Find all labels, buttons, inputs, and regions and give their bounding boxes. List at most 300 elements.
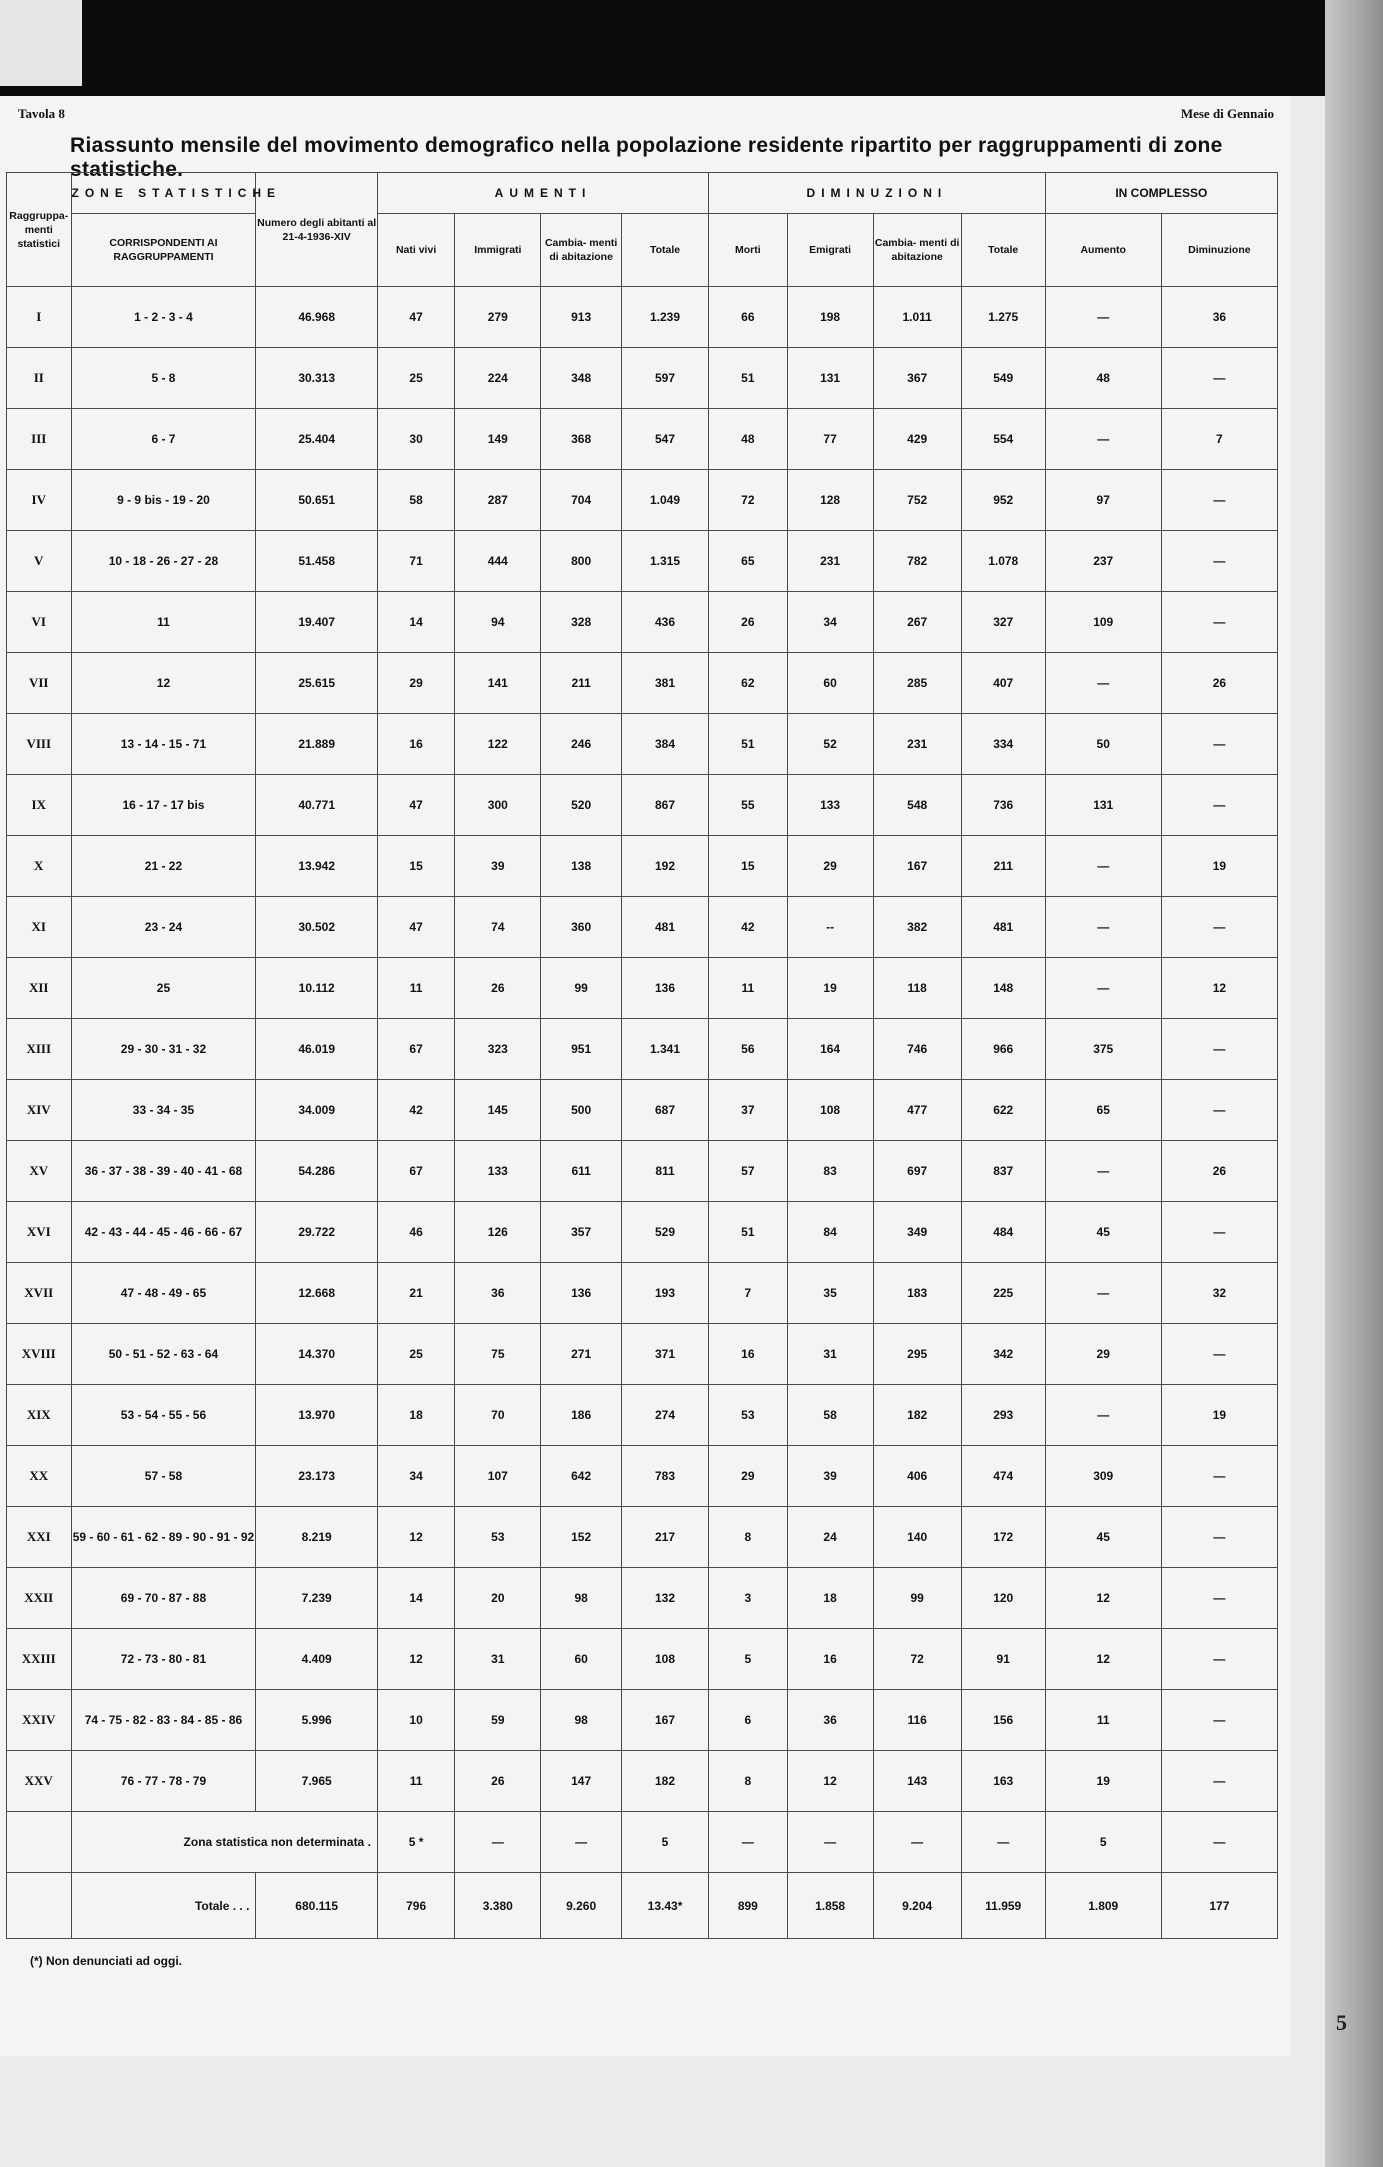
cell-emigrati: 84 — [787, 1202, 873, 1263]
cell-aumento: — — [1045, 1141, 1161, 1202]
cell-morti: 51 — [709, 714, 787, 775]
cell-totale-aumenti: 13.43* — [621, 1873, 708, 1939]
cell-gruppo: XIII — [7, 1019, 72, 1080]
cell-aumento: 11 — [1045, 1690, 1161, 1751]
cell-numero-abitanti: 8.219 — [256, 1507, 377, 1568]
table-row — [7, 836, 1278, 897]
cell-zone: 25 — [71, 958, 256, 1019]
cell-aumento: 375 — [1045, 1019, 1161, 1080]
cell-diminuzione: — — [1161, 1568, 1277, 1629]
cell-gruppo: X — [7, 836, 72, 897]
cell-totale-aumenti: 217 — [621, 1507, 708, 1568]
cell-totale-diminuzioni: 163 — [961, 1751, 1045, 1812]
cell-totale-diminuzioni: 211 — [961, 836, 1045, 897]
cell-totale-diminuzioni: 225 — [961, 1263, 1045, 1324]
cell-immigrati: 323 — [455, 1019, 541, 1080]
cell-diminuzione: — — [1161, 714, 1277, 775]
table-row — [7, 1202, 1278, 1263]
cell-diminuzione: — — [1161, 592, 1277, 653]
cell-gruppo: XXIII — [7, 1629, 72, 1690]
cell-totale-aumenti: 1.315 — [621, 531, 708, 592]
table-row — [7, 409, 1278, 470]
cell-emigrati: 29 — [787, 836, 873, 897]
table-row — [7, 1141, 1278, 1202]
cell-numero-abitanti: 13.942 — [256, 836, 377, 897]
cell-cambiamenti-aumenti: 271 — [541, 1324, 622, 1385]
cell-immigrati: 133 — [455, 1141, 541, 1202]
cell-immigrati: — — [455, 1812, 541, 1873]
cell-numero-abitanti: 4.409 — [256, 1629, 377, 1690]
table-row — [7, 653, 1278, 714]
cell-diminuzione: 26 — [1161, 653, 1277, 714]
cell-nati-vivi: 25 — [377, 1324, 454, 1385]
table-row — [7, 287, 1278, 348]
table-row — [7, 1446, 1278, 1507]
cell-nati-vivi: 46 — [377, 1202, 454, 1263]
header-aumenti: AUMENTI — [377, 173, 708, 214]
cell-diminuzione: — — [1161, 1324, 1277, 1385]
cell-zone: 6 - 7 — [71, 409, 256, 470]
table-row — [7, 1568, 1278, 1629]
cell-emigrati: 128 — [787, 470, 873, 531]
cell-numero-abitanti: 50.651 — [256, 470, 377, 531]
cell-cambiamenti-aumenti: 913 — [541, 287, 622, 348]
cell-totale-diminuzioni: 474 — [961, 1446, 1045, 1507]
cell-totale-aumenti: 381 — [621, 653, 708, 714]
cell-morti: 62 — [709, 653, 787, 714]
cell-numero-abitanti: 7.965 — [256, 1751, 377, 1812]
cell-gruppo: XXV — [7, 1751, 72, 1812]
cell-zone: 69 - 70 - 87 - 88 — [71, 1568, 256, 1629]
table-row — [7, 714, 1278, 775]
cell-zone: 50 - 51 - 52 - 63 - 64 — [71, 1324, 256, 1385]
cell-immigrati: 53 — [455, 1507, 541, 1568]
cell-totale-diminuzioni: 172 — [961, 1507, 1045, 1568]
cell-numero-abitanti: 51.458 — [256, 531, 377, 592]
cell-aumento: — — [1045, 958, 1161, 1019]
cell-aumento: — — [1045, 1385, 1161, 1446]
cell-cambiamenti-diminuzioni: 183 — [873, 1263, 961, 1324]
cell-aumento: 48 — [1045, 348, 1161, 409]
table-row — [7, 1263, 1278, 1324]
cell-totale-aumenti: 384 — [621, 714, 708, 775]
cell-cambiamenti-aumenti: 704 — [541, 470, 622, 531]
cell-emigrati: -- — [787, 897, 873, 958]
cell-gruppo: I — [7, 287, 72, 348]
cell-cambiamenti-diminuzioni: 382 — [873, 897, 961, 958]
cell-diminuzione: — — [1161, 1507, 1277, 1568]
cell-zone: 42 - 43 - 44 - 45 - 46 - 66 - 67 — [71, 1202, 256, 1263]
cell-cambiamenti-diminuzioni: 752 — [873, 470, 961, 531]
header-morti: Morti — [709, 214, 787, 287]
cell-numero-abitanti: 25.615 — [256, 653, 377, 714]
cell-cambiamenti-diminuzioni: 9.204 — [873, 1873, 961, 1939]
cell-totale-diminuzioni: 407 — [961, 653, 1045, 714]
cell-zone: 59 - 60 - 61 - 62 - 89 - 90 - 91 - 92 — [71, 1507, 256, 1568]
cell-morti: 8 — [709, 1507, 787, 1568]
cell-totale-diminuzioni: 549 — [961, 348, 1045, 409]
cell-diminuzione: — — [1161, 1080, 1277, 1141]
cell-gruppo: IX — [7, 775, 72, 836]
cell-gruppo: XXII — [7, 1568, 72, 1629]
cell-nati-vivi: 42 — [377, 1080, 454, 1141]
cell-zone: 5 - 8 — [71, 348, 256, 409]
cell-zone: 23 - 24 — [71, 897, 256, 958]
footnote: (*) Non denunciati ad oggi. — [30, 1954, 182, 1968]
cell-zone: 10 - 18 - 26 - 27 - 28 — [71, 531, 256, 592]
table-row — [7, 958, 1278, 1019]
cell-diminuzione: 19 — [1161, 836, 1277, 897]
cell-totale-aumenti: 436 — [621, 592, 708, 653]
cell-cambiamenti-aumenti: 951 — [541, 1019, 622, 1080]
cell-immigrati: 39 — [455, 836, 541, 897]
cell-emigrati: 133 — [787, 775, 873, 836]
cell-nati-vivi: 29 — [377, 653, 454, 714]
cell-immigrati: 70 — [455, 1385, 541, 1446]
header-emigrati: Emigrati — [787, 214, 873, 287]
cell-aumento: 50 — [1045, 714, 1161, 775]
cell-diminuzione: — — [1161, 1446, 1277, 1507]
cell-numero-abitanti: 21.889 — [256, 714, 377, 775]
cell-cambiamenti-aumenti: 360 — [541, 897, 622, 958]
cell-immigrati: 20 — [455, 1568, 541, 1629]
cell-morti: 65 — [709, 531, 787, 592]
cell-emigrati: 52 — [787, 714, 873, 775]
cell-nati-vivi: 14 — [377, 592, 454, 653]
cell-nati-vivi: 796 — [377, 1873, 454, 1939]
cell-cambiamenti-diminuzioni: 116 — [873, 1690, 961, 1751]
cell-totale-aumenti: 597 — [621, 348, 708, 409]
cell-cambiamenti-diminuzioni: 182 — [873, 1385, 961, 1446]
cell-immigrati: 141 — [455, 653, 541, 714]
cell-immigrati: 94 — [455, 592, 541, 653]
cell-cambiamenti-diminuzioni: 367 — [873, 348, 961, 409]
cell-zone: 11 — [71, 592, 256, 653]
cell-cambiamenti-diminuzioni: 548 — [873, 775, 961, 836]
cell-cambiamenti-diminuzioni: — — [873, 1812, 961, 1873]
cell-diminuzione: 19 — [1161, 1385, 1277, 1446]
cell-totale-diminuzioni: 837 — [961, 1141, 1045, 1202]
cell-nati-vivi: 34 — [377, 1446, 454, 1507]
table-row — [7, 1507, 1278, 1568]
cell-cambiamenti-aumenti: 368 — [541, 409, 622, 470]
scan-border-right — [1325, 0, 1383, 2167]
cell-diminuzione: 36 — [1161, 287, 1277, 348]
header-totale-aumenti: Totale — [621, 214, 708, 287]
cell-cambiamenti-aumenti: 9.260 — [541, 1873, 622, 1939]
cell-diminuzione: 32 — [1161, 1263, 1277, 1324]
cell-gruppo: XXI — [7, 1507, 72, 1568]
cell-aumento: 5 — [1045, 1812, 1161, 1873]
cell-gruppo — [7, 1873, 72, 1939]
cell-emigrati: 24 — [787, 1507, 873, 1568]
cell-totale-diminuzioni: 120 — [961, 1568, 1045, 1629]
cell-nati-vivi: 71 — [377, 531, 454, 592]
cell-nati-vivi: 11 — [377, 1751, 454, 1812]
cell-totale-aumenti: 193 — [621, 1263, 708, 1324]
cell-diminuzione: — — [1161, 1812, 1277, 1873]
cell-emigrati: 108 — [787, 1080, 873, 1141]
cell-nati-vivi: 30 — [377, 409, 454, 470]
cell-nati-vivi: 18 — [377, 1385, 454, 1446]
cell-aumento: 131 — [1045, 775, 1161, 836]
cell-totale-aumenti: 192 — [621, 836, 708, 897]
table-row — [7, 1385, 1278, 1446]
cell-totale-diminuzioni: 736 — [961, 775, 1045, 836]
cell-zone: 21 - 22 — [71, 836, 256, 897]
cell-diminuzione: — — [1161, 1751, 1277, 1812]
cell-morti: 15 — [709, 836, 787, 897]
cell-diminuzione: — — [1161, 1629, 1277, 1690]
cell-nati-vivi: 16 — [377, 714, 454, 775]
cell-emigrati: 83 — [787, 1141, 873, 1202]
cell-gruppo: II — [7, 348, 72, 409]
cell-zone: 76 - 77 - 78 - 79 — [71, 1751, 256, 1812]
cell-numero-abitanti: 46.019 — [256, 1019, 377, 1080]
cell-nati-vivi: 15 — [377, 836, 454, 897]
cell-totale-diminuzioni: 342 — [961, 1324, 1045, 1385]
header-numero-abitanti: Numero degli abitanti al 21-4-1936-XIV — [256, 173, 377, 287]
cell-cambiamenti-aumenti: 348 — [541, 348, 622, 409]
cell-gruppo: IV — [7, 470, 72, 531]
cell-numero-abitanti: 14.370 — [256, 1324, 377, 1385]
cell-gruppo: XVI — [7, 1202, 72, 1263]
cell-diminuzione: — — [1161, 470, 1277, 531]
cell-aumento: — — [1045, 1263, 1161, 1324]
cell-nati-vivi: 5 * — [377, 1812, 454, 1873]
cell-totale-diminuzioni: 334 — [961, 714, 1045, 775]
cell-emigrati: 35 — [787, 1263, 873, 1324]
cell-totale-aumenti: 1.049 — [621, 470, 708, 531]
cell-nati-vivi: 47 — [377, 897, 454, 958]
cell-nati-vivi: 47 — [377, 287, 454, 348]
cell-numero-abitanti: 5.996 — [256, 1690, 377, 1751]
cell-numero-abitanti: 46.968 — [256, 287, 377, 348]
cell-zone: 9 - 9 bis - 19 - 20 — [71, 470, 256, 531]
cell-immigrati: 444 — [455, 531, 541, 592]
cell-aumento: 45 — [1045, 1507, 1161, 1568]
cell-aumento: — — [1045, 287, 1161, 348]
cell-cambiamenti-diminuzioni: 477 — [873, 1080, 961, 1141]
cell-zone: 57 - 58 — [71, 1446, 256, 1507]
cell-cambiamenti-aumenti: 98 — [541, 1568, 622, 1629]
cell-morti: 8 — [709, 1751, 787, 1812]
cell-cambiamenti-aumenti: 99 — [541, 958, 622, 1019]
cell-aumento: 1.809 — [1045, 1873, 1161, 1939]
cell-morti: — — [709, 1812, 787, 1873]
cell-nati-vivi: 21 — [377, 1263, 454, 1324]
cell-diminuzione: 12 — [1161, 958, 1277, 1019]
cell-diminuzione: 177 — [1161, 1873, 1277, 1939]
cell-gruppo: XXIV — [7, 1690, 72, 1751]
cell-nati-vivi: 25 — [377, 348, 454, 409]
cell-totale-aumenti: 783 — [621, 1446, 708, 1507]
cell-cambiamenti-aumenti: 186 — [541, 1385, 622, 1446]
cell-immigrati: 36 — [455, 1263, 541, 1324]
cell-gruppo: XV — [7, 1141, 72, 1202]
cell-totale-diminuzioni: 554 — [961, 409, 1045, 470]
cell-morti: 55 — [709, 775, 787, 836]
cell-numero-abitanti: 680.115 — [256, 1873, 377, 1939]
table-row — [7, 1629, 1278, 1690]
cell-totale-diminuzioni: 148 — [961, 958, 1045, 1019]
cell-gruppo: XVII — [7, 1263, 72, 1324]
cell-nati-vivi: 14 — [377, 1568, 454, 1629]
table-row — [7, 1324, 1278, 1385]
cell-emigrati: 36 — [787, 1690, 873, 1751]
cell-morti: 66 — [709, 287, 787, 348]
cell-emigrati: 31 — [787, 1324, 873, 1385]
cell-gruppo: XII — [7, 958, 72, 1019]
cell-aumento: — — [1045, 653, 1161, 714]
cell-totale-aumenti: 132 — [621, 1568, 708, 1629]
cell-emigrati: 164 — [787, 1019, 873, 1080]
table-row — [7, 531, 1278, 592]
cell-cambiamenti-diminuzioni: 429 — [873, 409, 961, 470]
cell-cambiamenti-aumenti: 147 — [541, 1751, 622, 1812]
cell-morti: 56 — [709, 1019, 787, 1080]
cell-morti: 53 — [709, 1385, 787, 1446]
cell-cambiamenti-diminuzioni: 143 — [873, 1751, 961, 1812]
cell-zone: 74 - 75 - 82 - 83 - 84 - 85 - 86 — [71, 1690, 256, 1751]
cell-morti: 51 — [709, 1202, 787, 1263]
cell-totale-diminuzioni: 293 — [961, 1385, 1045, 1446]
cell-morti: 48 — [709, 409, 787, 470]
cell-aumento: 19 — [1045, 1751, 1161, 1812]
cell-numero-abitanti: 54.286 — [256, 1141, 377, 1202]
cell-gruppo: XI — [7, 897, 72, 958]
cell-diminuzione: — — [1161, 1690, 1277, 1751]
cell-gruppo: VIII — [7, 714, 72, 775]
cell-cambiamenti-aumenti: 138 — [541, 836, 622, 897]
cell-nati-vivi: 58 — [377, 470, 454, 531]
cell-diminuzione: — — [1161, 1202, 1277, 1263]
cell-totale-aumenti: 274 — [621, 1385, 708, 1446]
cell-totale-diminuzioni: 952 — [961, 470, 1045, 531]
cell-emigrati: — — [787, 1812, 873, 1873]
cell-cambiamenti-aumenti: 246 — [541, 714, 622, 775]
cell-zone: 13 - 14 - 15 - 71 — [71, 714, 256, 775]
cell-emigrati: 16 — [787, 1629, 873, 1690]
cell-numero-abitanti: 30.502 — [256, 897, 377, 958]
cell-diminuzione: — — [1161, 1019, 1277, 1080]
cell-numero-abitanti: 19.407 — [256, 592, 377, 653]
cell-special-label: Zona statistica non determinata . — [71, 1812, 377, 1873]
cell-cambiamenti-aumenti: 357 — [541, 1202, 622, 1263]
cell-aumento: 12 — [1045, 1629, 1161, 1690]
table-row — [7, 592, 1278, 653]
cell-immigrati: 279 — [455, 287, 541, 348]
cell-totale-diminuzioni: 156 — [961, 1690, 1045, 1751]
scan-border-top — [0, 0, 1383, 96]
cell-totale-diminuzioni: 91 — [961, 1629, 1045, 1690]
cell-morti: 5 — [709, 1629, 787, 1690]
cell-totale-diminuzioni: 1.078 — [961, 531, 1045, 592]
scan-corner-patch — [0, 0, 82, 86]
header-diminuzioni: DIMINUZIONI — [709, 173, 1046, 214]
cell-cambiamenti-diminuzioni: 1.011 — [873, 287, 961, 348]
cell-aumento: — — [1045, 836, 1161, 897]
header-cambiamenti-diminuzioni: Cambia- menti di abitazione — [873, 214, 961, 287]
cell-emigrati: 77 — [787, 409, 873, 470]
cell-cambiamenti-aumenti: 60 — [541, 1629, 622, 1690]
cell-totale-aumenti: 481 — [621, 897, 708, 958]
cell-diminuzione: — — [1161, 348, 1277, 409]
cell-totale-diminuzioni: 622 — [961, 1080, 1045, 1141]
cell-cambiamenti-aumenti: 500 — [541, 1080, 622, 1141]
cell-diminuzione: 7 — [1161, 409, 1277, 470]
cell-aumento: 45 — [1045, 1202, 1161, 1263]
cell-morti: 899 — [709, 1873, 787, 1939]
header-raggruppamenti: Raggruppa- menti statistici — [7, 173, 72, 287]
cell-numero-abitanti: 40.771 — [256, 775, 377, 836]
cell-immigrati: 145 — [455, 1080, 541, 1141]
header-nati-vivi: Nati vivi — [377, 214, 454, 287]
cell-numero-abitanti: 29.722 — [256, 1202, 377, 1263]
cell-emigrati: 18 — [787, 1568, 873, 1629]
cell-gruppo: III — [7, 409, 72, 470]
cell-totale-aumenti: 136 — [621, 958, 708, 1019]
cell-totale-diminuzioni: 966 — [961, 1019, 1045, 1080]
cell-zone: 33 - 34 - 35 — [71, 1080, 256, 1141]
table-row — [7, 775, 1278, 836]
cell-diminuzione: — — [1161, 897, 1277, 958]
cell-nati-vivi: 47 — [377, 775, 454, 836]
cell-zone: 53 - 54 - 55 - 56 — [71, 1385, 256, 1446]
cell-numero-abitanti: 13.970 — [256, 1385, 377, 1446]
table-row — [7, 1751, 1278, 1812]
cell-cambiamenti-aumenti: 800 — [541, 531, 622, 592]
cell-immigrati: 287 — [455, 470, 541, 531]
cell-cambiamenti-diminuzioni: 267 — [873, 592, 961, 653]
cell-aumento: 12 — [1045, 1568, 1161, 1629]
cell-numero-abitanti: 25.404 — [256, 409, 377, 470]
cell-totale-diminuzioni: 481 — [961, 897, 1045, 958]
cell-totale-aumenti: 867 — [621, 775, 708, 836]
cell-gruppo: V — [7, 531, 72, 592]
cell-aumento: 97 — [1045, 470, 1161, 531]
cell-aumento: 65 — [1045, 1080, 1161, 1141]
cell-zone: 1 - 2 - 3 - 4 — [71, 287, 256, 348]
cell-numero-abitanti: 7.239 — [256, 1568, 377, 1629]
cell-morti: 7 — [709, 1263, 787, 1324]
cell-totale-aumenti: 811 — [621, 1141, 708, 1202]
cell-gruppo: XIV — [7, 1080, 72, 1141]
cell-cambiamenti-diminuzioni: 406 — [873, 1446, 961, 1507]
cell-cambiamenti-aumenti: 152 — [541, 1507, 622, 1568]
cell-totale-aumenti: 5 — [621, 1812, 708, 1873]
cell-cambiamenti-aumenti: 328 — [541, 592, 622, 653]
header-aumento: Aumento — [1045, 214, 1161, 287]
cell-numero-abitanti: 10.112 — [256, 958, 377, 1019]
cell-gruppo: XVIII — [7, 1324, 72, 1385]
cell-emigrati: 58 — [787, 1385, 873, 1446]
cell-immigrati: 75 — [455, 1324, 541, 1385]
table-row — [7, 897, 1278, 958]
month-label: Mese di Gennaio — [1180, 106, 1274, 121]
cell-nati-vivi: 12 — [377, 1507, 454, 1568]
cell-immigrati: 31 — [455, 1629, 541, 1690]
table-row — [7, 1019, 1278, 1080]
cell-diminuzione: 26 — [1161, 1141, 1277, 1202]
cell-morti: 3 — [709, 1568, 787, 1629]
cell-zone: 36 - 37 - 38 - 39 - 40 - 41 - 68 — [71, 1141, 256, 1202]
cell-nati-vivi: 67 — [377, 1019, 454, 1080]
cell-gruppo: VI — [7, 592, 72, 653]
document-page — [0, 96, 1290, 2056]
cell-immigrati: 122 — [455, 714, 541, 775]
table-row — [7, 470, 1278, 531]
